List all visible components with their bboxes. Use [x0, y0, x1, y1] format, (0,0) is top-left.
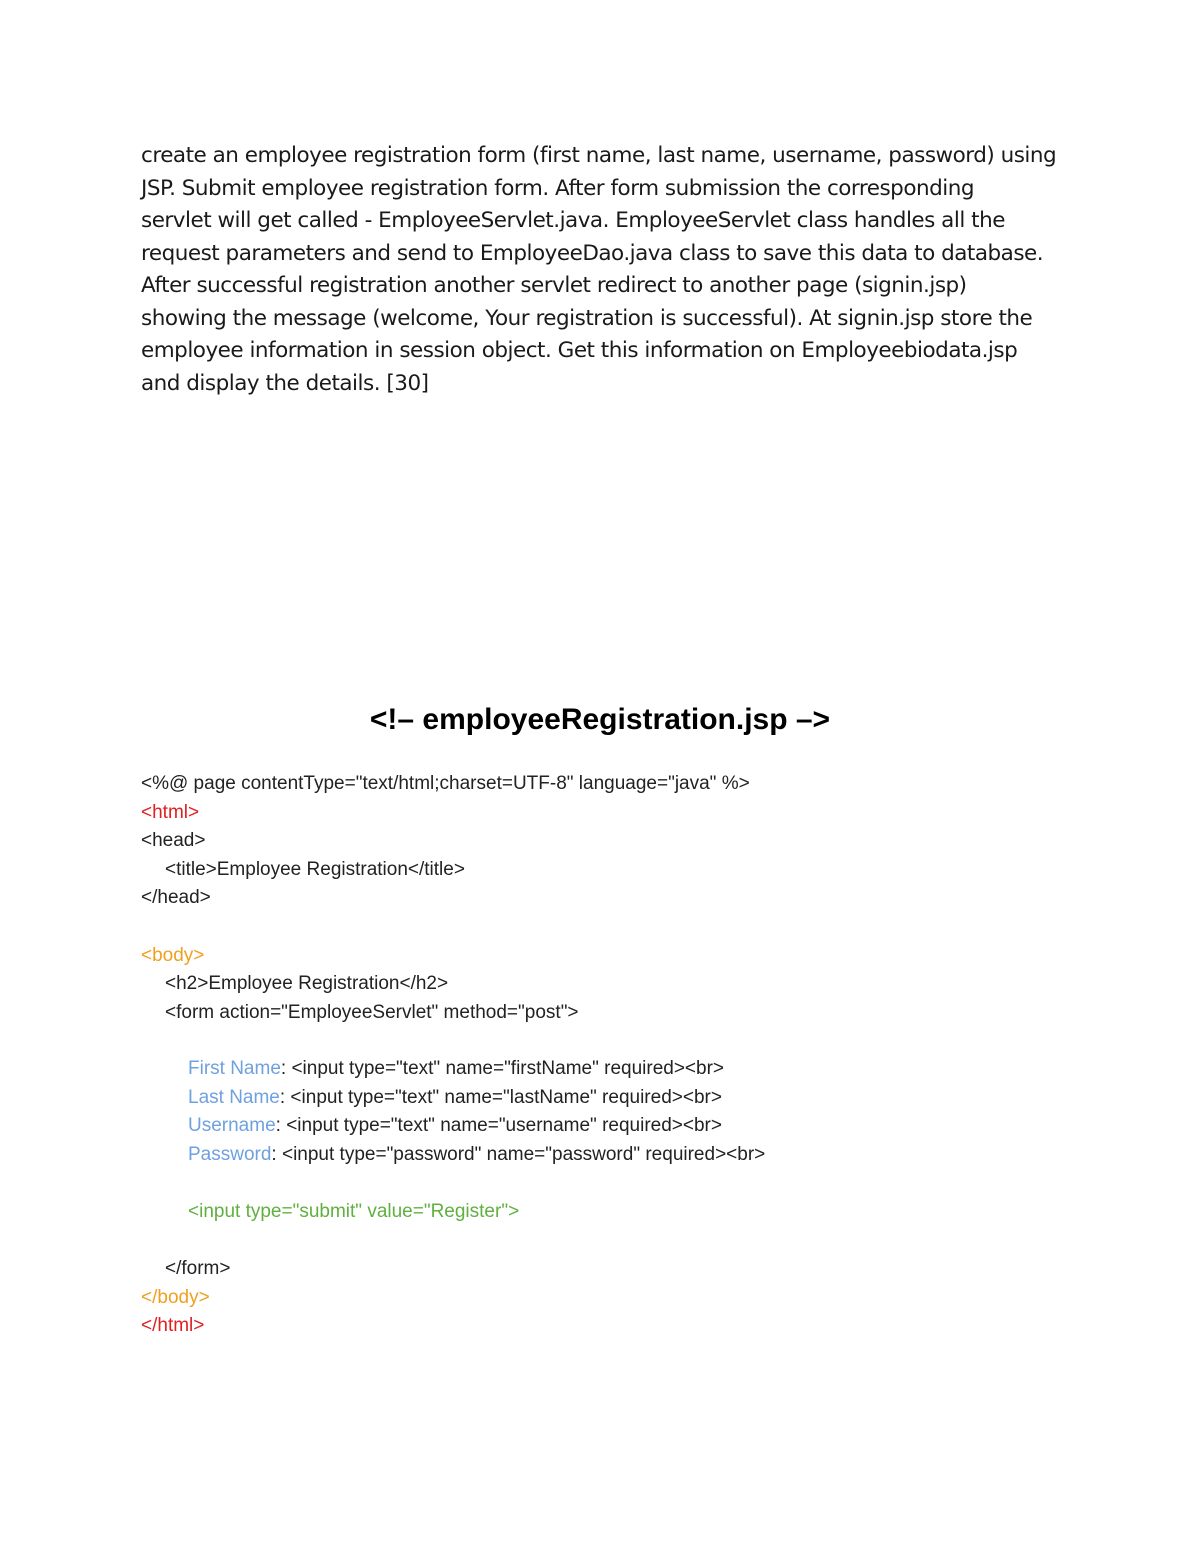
- question-line: showing the message (welcome, Your registration is successful). At signin.jsp store the: [141, 305, 1033, 331]
- field-code: : <input type="password" name="password" required><br>: [271, 1144, 766, 1165]
- question-line: and display the details. [30]: [141, 370, 429, 396]
- code-heading: <!– employeeRegistration.jsp –>: [369, 703, 831, 736]
- question-line: create an employee registration form (first name, last name, username, password) using: [141, 143, 1057, 168]
- question-text: [141, 140, 1071, 400]
- field-code: : <input type="text" name="username" required><br>: [275, 1115, 722, 1136]
- question-line: JSP. Submit employee registration form. After form submission the corresponding: [141, 175, 974, 201]
- code-line-form-open: <form action="EmployeeServlet" method="post">: [165, 1002, 579, 1023]
- field-label: Username: [188, 1115, 276, 1136]
- field-label: Password: [188, 1144, 272, 1165]
- field-code: : <input type="text" name="lastName" required><br>: [279, 1087, 722, 1108]
- question-line: servlet will get called - EmployeeServlet.java. EmployeeServlet class handles all the: [141, 208, 1005, 233]
- code-line-html-close: </html>: [141, 1315, 205, 1336]
- question-line: After successful registration another servlet redirect to another page (signin.jsp): [141, 273, 967, 298]
- code-line-html-open: <html>: [141, 802, 200, 823]
- code-line-field-password: [141, 1141, 765, 1169]
- question-line: employee information in session object. Get this information on Employeebiodata.jsp: [141, 338, 1018, 363]
- code-line-form-close: </form>: [165, 1258, 231, 1279]
- code-line-head-close: </head>: [141, 887, 211, 908]
- code-line-title: <title>Employee Registration</title>: [165, 859, 465, 880]
- field-code: : <input type="text" name="firstName" required><br>: [280, 1058, 725, 1079]
- code-line-field-last-name: [141, 1084, 722, 1112]
- code-line-field-username: [141, 1112, 722, 1140]
- code-line-body-open: <body>: [141, 945, 205, 966]
- field-label: First Name: [188, 1058, 281, 1079]
- code-line-head-open: <head>: [141, 830, 206, 851]
- code-line-page-directive: <%@ page contentType="text/html;charset=UTF-8" language="java" %>: [141, 773, 750, 794]
- code-line-field-first-name: [141, 1055, 724, 1083]
- question-line: request parameters and send to EmployeeDao.java class to save this data to database.: [141, 240, 1044, 266]
- field-label: Last Name: [188, 1087, 280, 1108]
- code-line-body-close: </body>: [141, 1287, 210, 1308]
- code-line-submit: <input type="submit" value="Register">: [188, 1201, 520, 1222]
- code-line-h2: <h2>Employee Registration</h2>: [165, 973, 449, 994]
